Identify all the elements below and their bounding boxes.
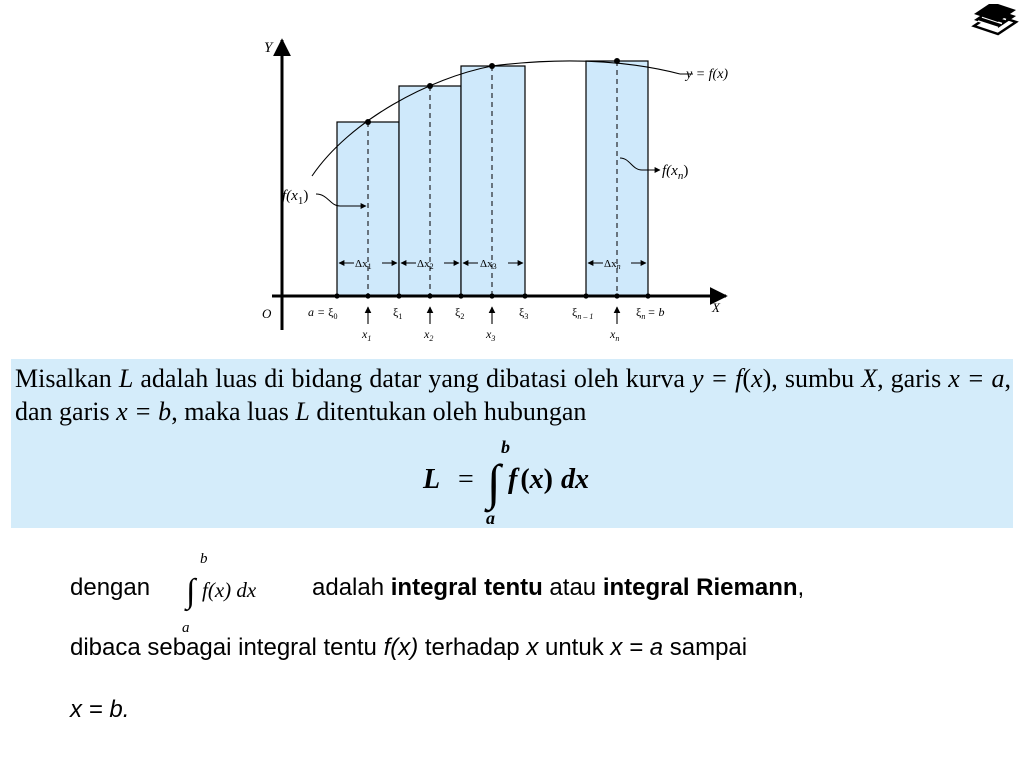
riemann-sum-figure [250, 30, 760, 348]
inline-lower-limit: a [182, 620, 190, 636]
delta-xn-label: Δxn [604, 258, 621, 271]
integral-formula [11, 359, 1013, 528]
xi-n-1-label: $\xi_{n - 1}$ [572, 305, 594, 321]
formula-integrand: f (x) dx [508, 464, 589, 495]
xi-2-label: $\xi_2$ [455, 305, 465, 321]
body-line-1: dengan [70, 574, 151, 601]
xi-3-label: $\xi_3$ [519, 305, 529, 321]
f-xn-label: $f(x_n)$ [662, 163, 689, 182]
body-line-3: x = b. [70, 696, 130, 723]
body-line-2: dibaca sebagai integral tentu f(x) terhadap x untuk x = a sampai [70, 634, 748, 661]
f-x1-label: $f(x_1)$ [282, 188, 309, 207]
xi-n-label: $\xi_n = b$ [636, 305, 665, 321]
x1-label: $x_1$ [362, 327, 372, 343]
delta-x2-label: Δx2 [417, 258, 434, 271]
origin-label: O [262, 306, 272, 321]
inline-integrand: f(x) dx [202, 578, 257, 602]
x3-label: $x_3$ [486, 327, 496, 343]
formula-lhs: L [423, 464, 441, 495]
delta-x1-label: Δx1 [355, 258, 372, 271]
body-line-1-rest: adalah integral tentu atau integral Riemann, [312, 574, 805, 601]
definition-box [11, 359, 1013, 528]
inline-integral-sign: ∫ [186, 573, 196, 610]
formula-lower-limit: a [486, 508, 495, 528]
formula-equals: = [458, 464, 474, 495]
book-stack-icon [968, 4, 1020, 38]
curve-label: y = f(x) [686, 67, 729, 82]
definition-text: Misalkan L adalah luas di bidang datar yang dibatasi oleh kurva y = f(x), sumbu X, garis x = a, dan garis x = b, maka luas L ditentukan oleh hubungan [15, 364, 1012, 426]
y-axis-label: Y [264, 40, 273, 56]
inline-integral-expression [178, 550, 308, 636]
formula-upper-limit: b [501, 437, 510, 457]
x2-label: $x_2$ [424, 327, 434, 343]
xi-1-label: $\xi_1$ [393, 305, 403, 321]
x-axis-label: X [712, 300, 720, 315]
xn-label: $x_n$ [610, 327, 620, 343]
delta-x3-label: Δx3 [480, 258, 497, 271]
integral-sign: ∫ [487, 454, 501, 510]
inline-upper-limit: b [200, 551, 208, 567]
xi-0-label: $a = \xi_0$ [308, 305, 338, 321]
